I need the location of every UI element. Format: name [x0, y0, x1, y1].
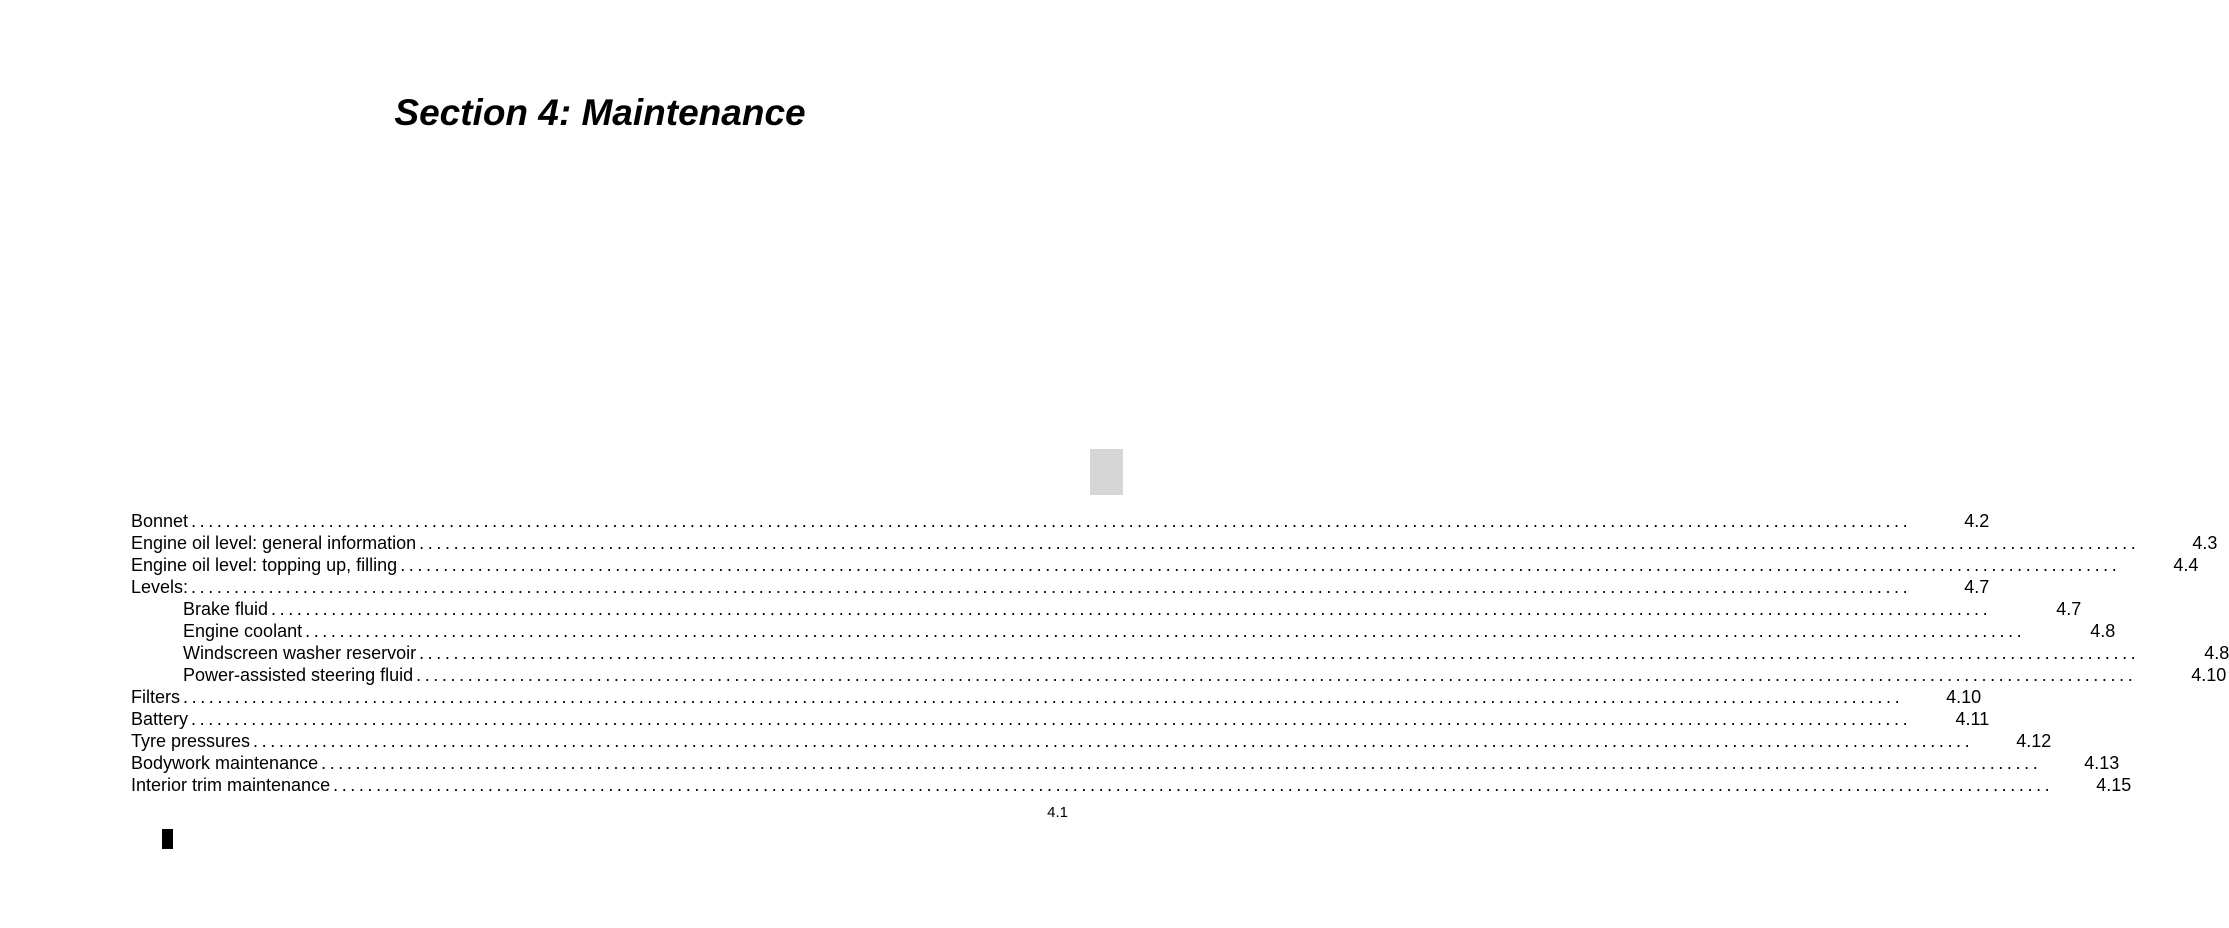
toc-leader-dots: ........................................................................................................................................................................................................: [271, 599, 1992, 619]
toc-subentry-page: 4.8: [2090, 621, 2116, 641]
toc-entry: [131, 708, 1990, 730]
toc-entry-page: 4.4: [2173, 555, 2199, 575]
toc-subentry: [131, 598, 2082, 620]
toc-entry-label: Bonnet: [131, 511, 189, 531]
toc-entry-page: 4.2: [1964, 511, 1990, 531]
toc-leader-dots: ........................................................................................................................................................................................................: [400, 555, 2121, 575]
toc-leader-dots: ........................................................................................................................................................................................................: [191, 709, 1912, 729]
toc-subentry-label: Windscreen washer reservoir: [183, 643, 417, 663]
toc-subentry-label: Brake fluid: [183, 599, 269, 619]
toc-entry: [131, 576, 1990, 598]
page-title: Section 4: Maintenance: [394, 92, 806, 133]
toc-subentry: [131, 642, 2229, 664]
table-of-contents: [131, 510, 2229, 796]
toc-entry-label: Engine oil level: general information: [131, 533, 417, 553]
toc-entry: [131, 554, 2199, 576]
toc-entry: [131, 730, 2052, 752]
toc-leader-dots: ........................................................................................................................................................................................................: [305, 621, 2026, 641]
toc-leader-dots: ........................................................................................................................................................................................................: [321, 753, 2042, 773]
toc-leader-dots: ........................................................................................................................................................................................................: [333, 775, 2054, 795]
toc-entry-label: Engine oil level: topping up, filling: [131, 555, 398, 575]
toc-entry-page: 4.12: [2016, 731, 2052, 751]
toc-leader-dots: ........................................................................................................................................................................................................: [253, 731, 1974, 751]
toc-entry-label: Levels:: [131, 577, 189, 597]
toc-entry-page: 4.13: [2084, 753, 2120, 773]
toc-leader-dots: ........................................................................................................................................................................................................: [191, 511, 1912, 531]
toc-entry: [131, 510, 1990, 532]
section-tab-marker: [1090, 449, 1123, 495]
toc-entry-label: Bodywork maintenance: [131, 753, 319, 773]
toc-entry: [131, 752, 2120, 774]
toc-subentry-page: 4.8: [2204, 643, 2229, 663]
toc-leader-dots: ........................................................................................................................................................................................................: [191, 577, 1912, 597]
toc-entry-page: 4.10: [1946, 687, 1982, 707]
toc-entry: [131, 774, 2132, 796]
toc-entry-page: 4.7: [1964, 577, 1990, 597]
toc-entry-label: Battery: [131, 709, 189, 729]
toc-leader-dots: ........................................................................................................................................................................................................: [419, 533, 2140, 553]
toc-leader-dots: ........................................................................................................................................................................................................: [416, 665, 2137, 685]
toc-leader-dots: ........................................................................................................................................................................................................: [183, 687, 1904, 707]
print-registration-mark: [162, 829, 173, 849]
toc-entry-label: Tyre pressures: [131, 731, 251, 751]
toc-subentry-label: Power-assisted steering fluid: [183, 665, 414, 685]
toc-entry: [131, 686, 1982, 708]
toc-entry-page: 4.3: [2192, 533, 2218, 553]
toc-subentry: [131, 664, 2227, 686]
toc-entry-label: Interior trim maintenance: [131, 775, 331, 795]
toc-subentry: [131, 620, 2116, 642]
toc-entry-label: Filters: [131, 687, 180, 707]
toc-leader-dots: ........................................................................................................................................................................................................: [419, 643, 2140, 663]
page-number: 4.1: [1047, 804, 1068, 821]
toc-entry-page: 4.15: [2096, 775, 2132, 795]
toc-subentry-page: 4.7: [2056, 599, 2082, 619]
toc-subentry-page: 4.10: [2191, 665, 2227, 685]
toc-entry-page: 4.11: [1955, 709, 1990, 729]
toc-entry: [131, 532, 2218, 554]
toc-subentry-label: Engine coolant: [183, 621, 303, 641]
